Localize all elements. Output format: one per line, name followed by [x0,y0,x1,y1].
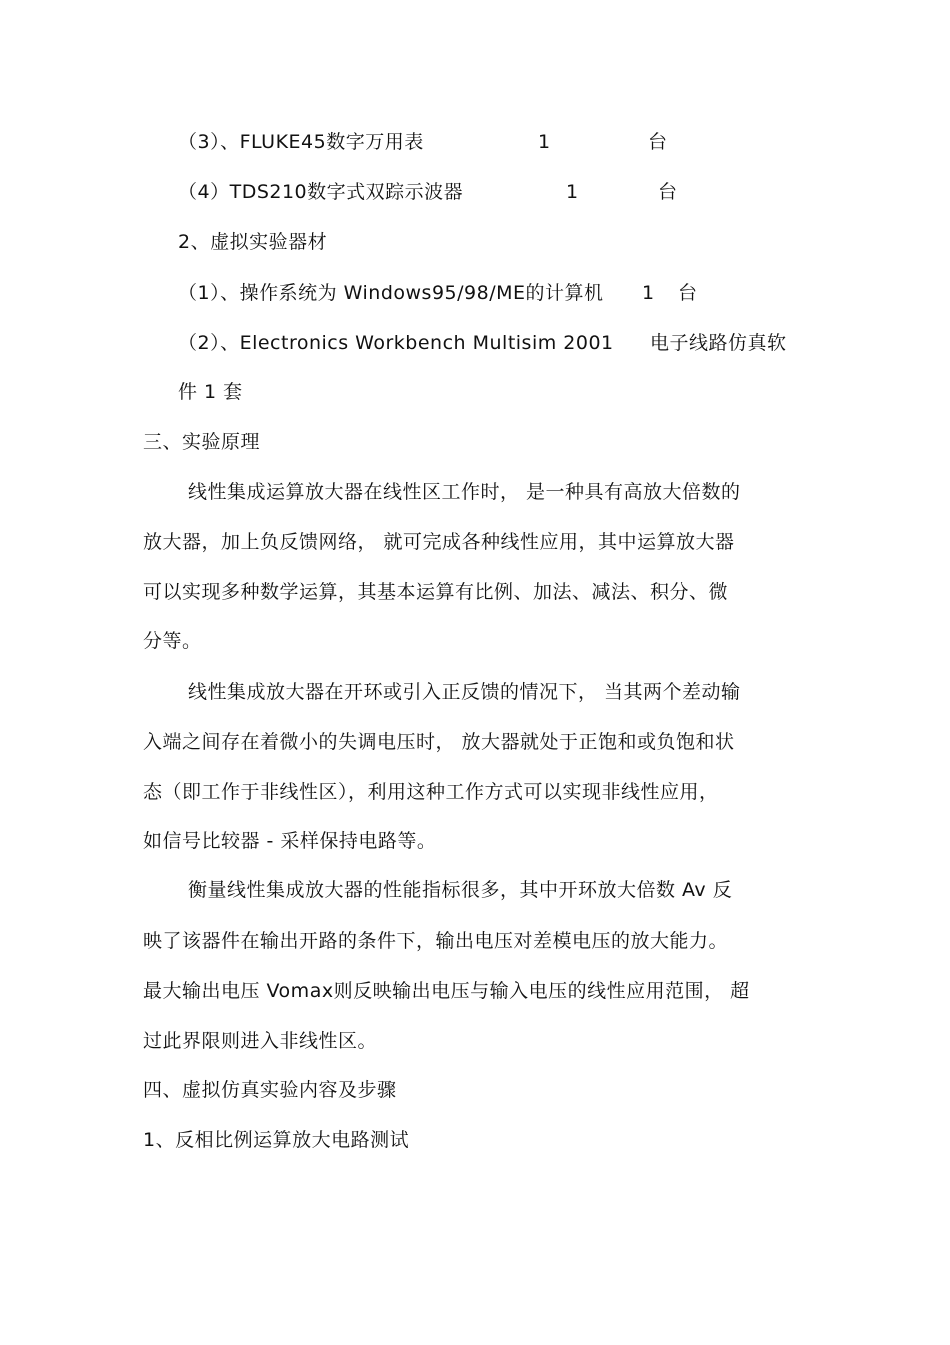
paragraph-3-line-2: 映了该器件在输出开路的条件下，输出电压对差模电压的放大能力。 [143,930,729,952]
virtual-item-1-qty: 1 [642,282,655,304]
virtual-item-1-name: （1）、操作系统为 Windows95/98/ME的计算机 [178,282,604,304]
paragraph-2-line-1: 线性集成放大器在开环或引入正反馈的情况下， 当其两个差动输 [188,681,741,703]
paragraph-1-line-1: 线性集成运算放大器在线性区工作时， 是一种具有高放大倍数的 [188,481,741,503]
equipment-item-3-name: （3）、FLUKE45数字万用表 [178,131,424,153]
paragraph-2-line-2: 入端之间存在着微小的失调电压时， 放大器就处于正饱和或负饱和状 [143,731,735,753]
equipment-item-4-name: （4）TDS210数字式双踪示波器 [178,181,464,203]
virtual-equipment-heading: 2、虚拟实验器材 [178,231,328,253]
virtual-item-2-tail: 电子线路仿真软 [650,332,787,354]
section-4-heading: 四、虚拟仿真实验内容及步骤 [143,1079,397,1101]
equipment-item-3-unit: 台 [648,131,668,153]
paragraph-3-line-1: 衡量线性集成放大器的性能指标很多，其中开环放大倍数 Av 反 [188,879,733,901]
paragraph-1-line-3: 可以实现多种数学运算，其基本运算有比例、加法、减法、积分、微 [143,581,729,603]
paragraph-3-line-4: 过此界限则进入非线性区。 [143,1030,378,1052]
virtual-item-2-name: （2）、Electronics Workbench Multisim 2001 [178,332,614,354]
equipment-item-3-qty: 1 [538,131,551,153]
equipment-item-4-unit: 台 [658,181,678,203]
equipment-item-4-qty: 1 [566,181,579,203]
paragraph-3-line-3: 最大输出电压 Vomax则反映输出电压与输入电压的线性应用范围， 超 [143,980,750,1002]
paragraph-2-line-4: 如信号比较器 - 采样保持电路等。 [143,830,437,852]
virtual-item-1-unit: 台 [678,282,698,304]
virtual-item-2-continuation: 件 1 套 [178,381,243,403]
section-4-subheading-1: 1、反相比例运算放大电路测试 [143,1129,410,1151]
paragraph-2-line-3: 态（即工作于非线性区），利用这种工作方式可以实现非线性应用， [143,781,719,803]
paragraph-1-line-2: 放大器，加上负反馈网络， 就可完成各种线性应用，其中运算放大器 [143,531,735,553]
paragraph-1-line-4: 分等。 [143,630,202,652]
section-3-heading: 三、实验原理 [143,431,261,453]
